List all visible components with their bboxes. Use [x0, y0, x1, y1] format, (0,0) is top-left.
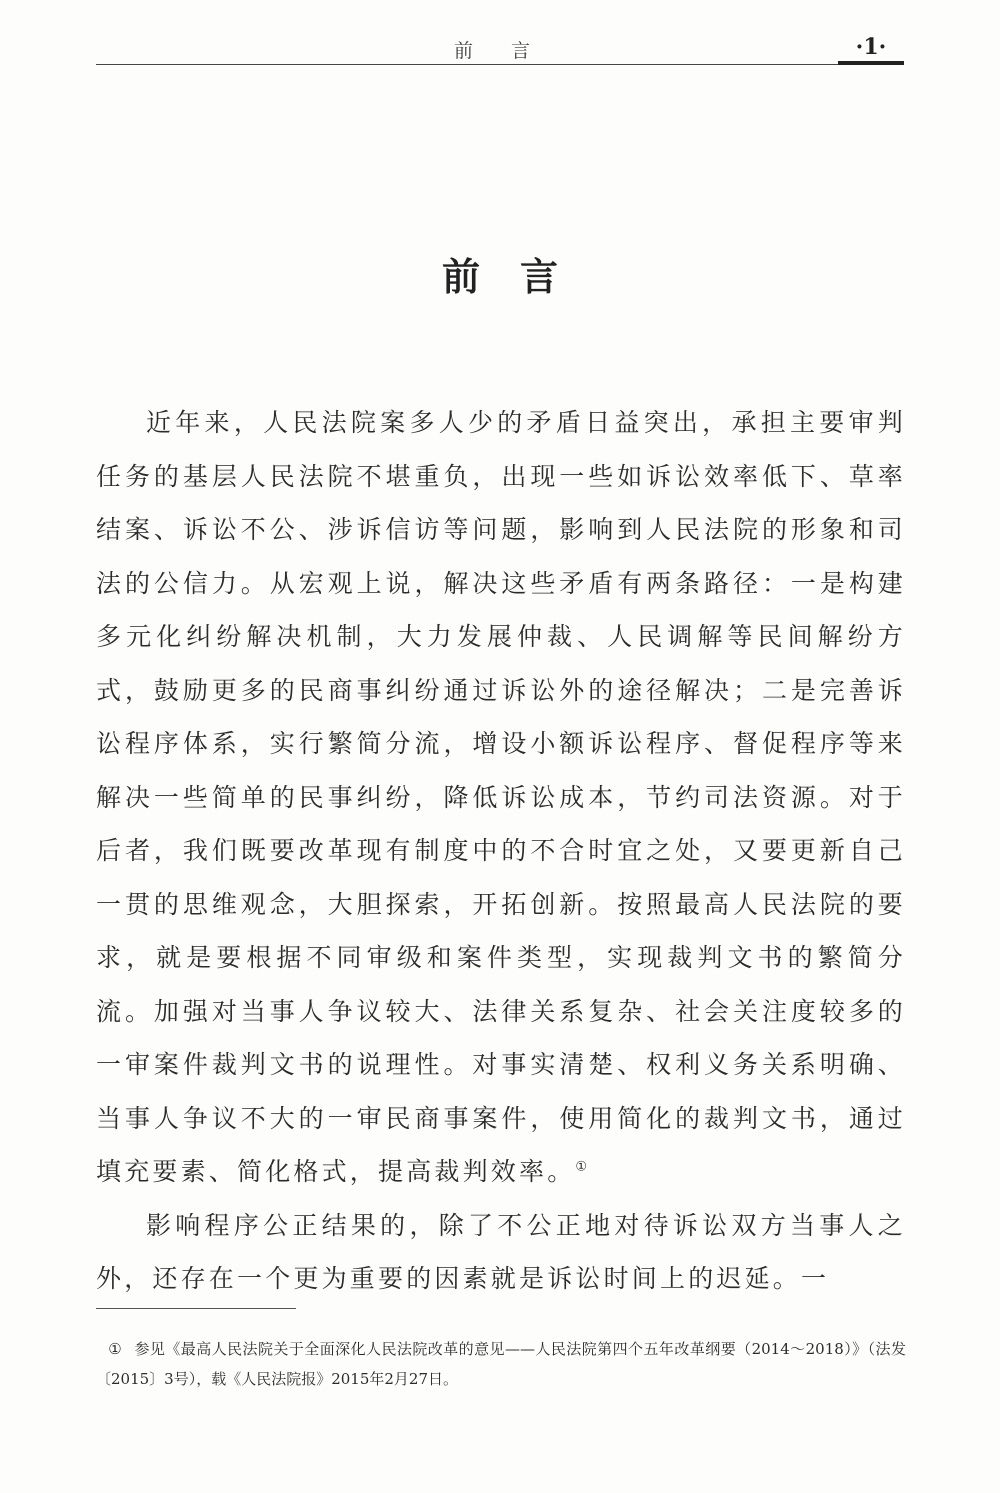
footnote-text: 参见《最高人民法院关于全面深化人民法院改革的意见——人民法院第四个五年改革纲要（2014～2018）》（法发〔2015〕3号），载《人民法院报》2015年2月27日。	[96, 1340, 906, 1388]
paragraph-1-text: 近年来，人民法院案多人少的矛盾日益突出，承担主要审判任务的基层人民法院不堪重负，出现一些如诉讼效率低下、草率结案、诉讼不公、涉诉信访等问题，影响到人民法院的形象和司法的公信力。从宏观上说，解决这些矛盾有两条路径：一是构建多元化纠纷解决机制，大力发展仲裁、人民调解等民间解纷方式，鼓励更多的民商事纠纷通过诉讼外的途径解决；二是完善诉讼程序体系，实行繁简分流，增设小额诉讼程序、督促程序等来解决一些简单的民事纠纷，降低诉讼成本，节约司法资源。对于后者，我们既要改革现有制度中的不合时宜之处，又要更新自己一贯的思维观念，大胆探索，开拓创新。按照最高人民法院的要求，就是要根据不同审级和案件类型，实现裁判文书的繁简分流。加强对当事人争议较大、法律关系复杂、社会关注度较多的一审案件裁判文书的说理性。对事实清楚、权利义务关系明确、当事人争议不大的一审民商事案件，使用简化的裁判文书，通过填充要素、简化格式，提高裁判效率。	[96, 408, 906, 1186]
chapter-title: 前言	[441, 254, 598, 299]
running-title: 前 言	[453, 40, 547, 62]
header-rule	[96, 64, 904, 65]
page-number-rule	[838, 61, 904, 65]
footnote-reference[interactable]: ①	[575, 1159, 588, 1175]
paragraph-2: 影响程序公正结果的，除了不公正地对待诉讼双方当事人之外，还存在一个更为重要的因素就是诉讼时间上的迟延。一	[96, 1210, 906, 1293]
footnote	[96, 1334, 906, 1394]
footnote-divider	[96, 1308, 296, 1309]
paragraph-1	[96, 396, 906, 1199]
body-text	[96, 396, 906, 1306]
page-header	[0, 0, 1000, 80]
page-number: ·1·	[855, 34, 887, 60]
footnote-marker: ①	[108, 1340, 122, 1358]
